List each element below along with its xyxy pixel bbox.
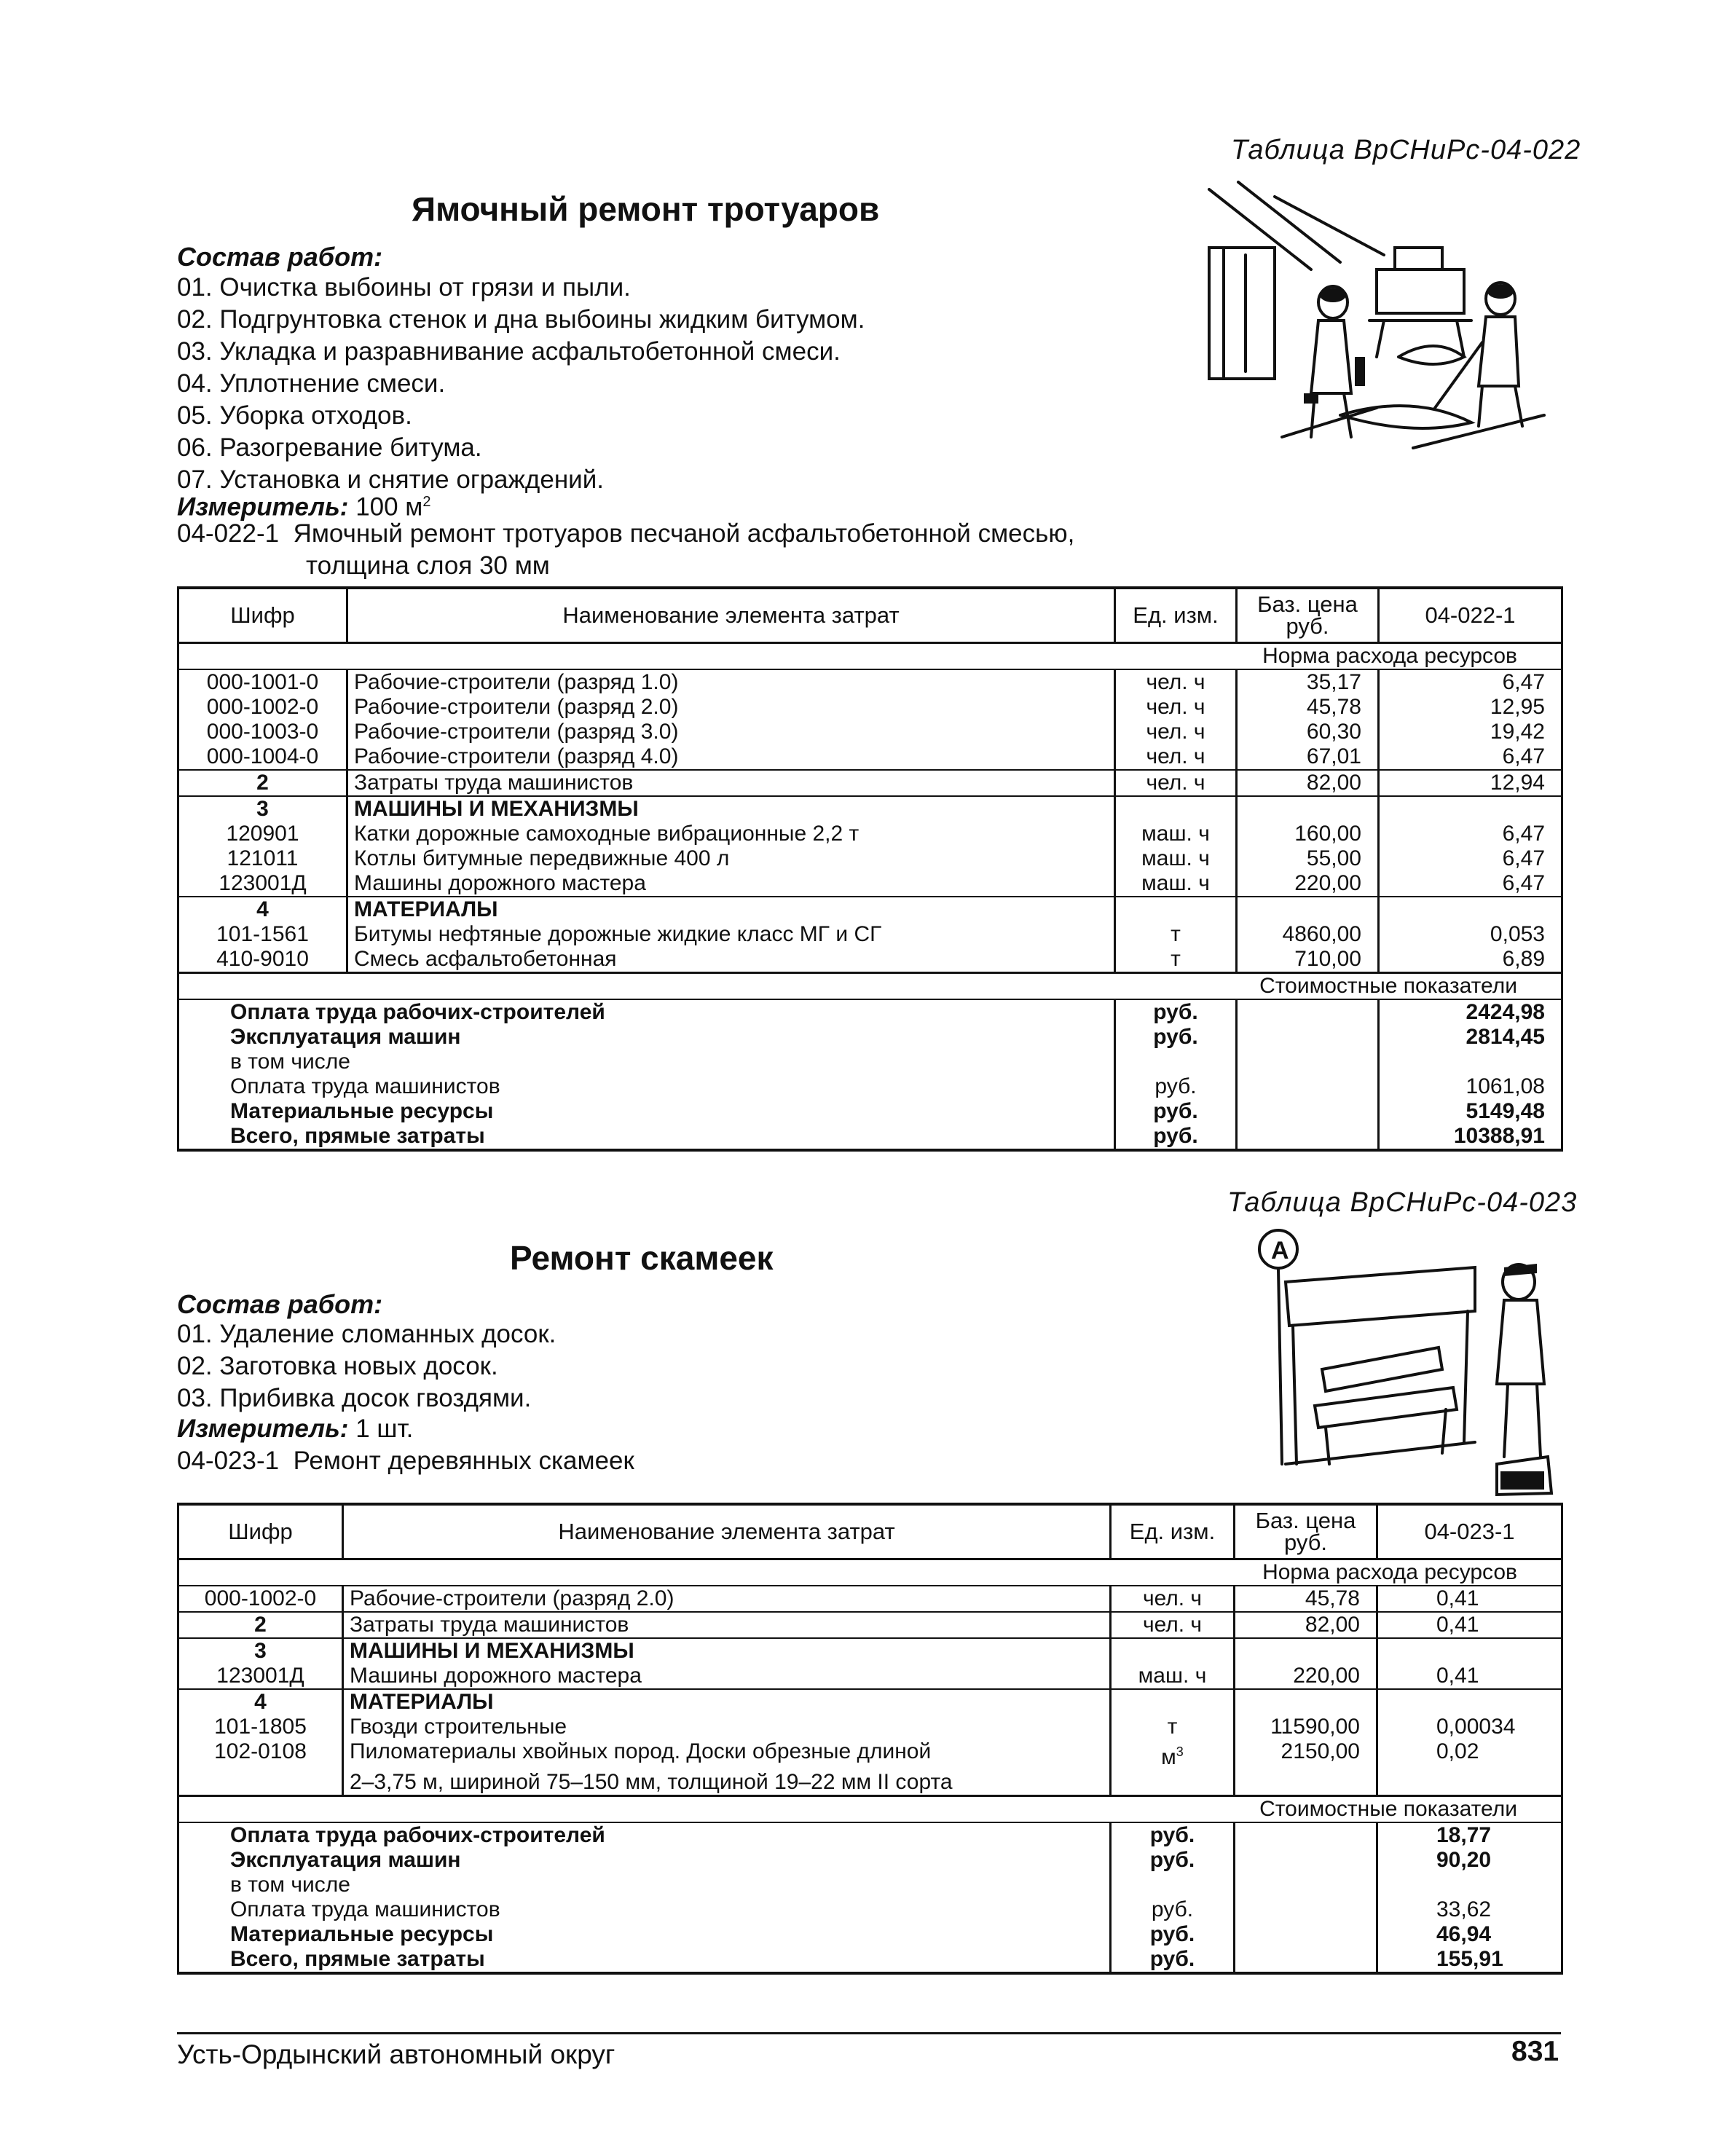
work-item: 02. Подгрунтовка стенок и дна выбоины жидким битумом. (177, 305, 865, 334)
footer-region: Усть-Ордынский автономный округ (177, 2039, 615, 2069)
cost-label: Стоимостные показатели (178, 973, 1562, 1000)
item-description (177, 1445, 634, 1477)
table-row: 2 Затраты труда машинистов чел. ч 82,00 0,41 (178, 1612, 1562, 1638)
measure-line (177, 1413, 413, 1445)
table-row: 123001Д Машины дорожного мастера маш. ч 220,00 6,47 (178, 871, 1562, 897)
pothole-repair-illustration (1195, 175, 1559, 459)
cost-row: Всего, прямые затраты руб. 155,91 (178, 1947, 1562, 1973)
cost-row: Всего, прямые затраты руб. 10388,91 (178, 1124, 1562, 1150)
cost-row: Оплата труда рабочих-строителей руб. 2424,98 (178, 999, 1562, 1025)
col-header-unit: Ед. изм. (1111, 1504, 1235, 1559)
table-row: 000-1004-0 Рабочие-строители (разряд 4.0) чел. ч 67,01 6,47 (178, 744, 1562, 770)
col-header-price: Баз. цена руб. (1235, 1504, 1377, 1559)
table-row: 2 Затраты труда машинистов чел. ч 82,00 12,94 (178, 770, 1562, 796)
col-header-name: Наименование элемента затрат (347, 588, 1115, 643)
work-composition-heading: Состав работ: (177, 1289, 383, 1319)
col-header-code: Шифр (178, 588, 347, 643)
item-description-cont: толщина слоя 30 мм (306, 551, 550, 580)
col-header-unit: Ед. изм. (1115, 588, 1237, 643)
table-row: 2–3,75 м, шириной 75–150 мм, толщиной 19–22 мм II сорта (178, 1770, 1562, 1796)
table-row: 000-1001-0 Рабочие-строители (разряд 1.0) чел. ч 35,17 6,47 (178, 669, 1562, 695)
table-row: 123001Д Машины дорожного мастера маш. ч 220,00 0,41 (178, 1664, 1562, 1689)
work-list (177, 1318, 556, 1415)
section-title: Ямочный ремонт тротуаров (412, 190, 880, 228)
table-row: 3 МАШИНЫ И МЕХАНИЗМЫ (178, 796, 1562, 822)
table-header (178, 588, 1562, 643)
work-item: 07. Установка и снятие ограждений. (177, 465, 604, 494)
col-header-name: Наименование элемента затрат (343, 1504, 1111, 1559)
table-row: 120901 Катки дорожные самоходные вибрационные 2,2 т маш. ч 160,00 6,47 (178, 822, 1562, 846)
col-header-price: Баз. цена руб. (1237, 588, 1379, 643)
cost-row: Эксплуатация машин руб. 2814,45 (178, 1025, 1562, 1050)
work-item: 06. Разогревание битума. (177, 433, 482, 462)
unit-cell: $м^3$ (1111, 1739, 1235, 1770)
measure-label: Измеритель: (177, 492, 349, 522)
page-number: 831 (1511, 2036, 1559, 2067)
col-header-item: 04-022-1 (1379, 588, 1562, 643)
item-code: 04-022-1 (177, 519, 280, 548)
table-row: 102-0108 Пиломатериалы хвойных пород. Доски обрезные длиной $м^3$ 2150,00 0,02 (178, 1739, 1562, 1770)
table-row: 121011 Котлы битумные передвижные 400 л маш. ч 55,00 6,47 (178, 846, 1562, 871)
work-item: 01. Очистка выбоины от грязи и пыли. (177, 273, 631, 302)
work-composition-heading: Состав работ: (177, 242, 383, 272)
work-item: 04. Уплотнение смеси. (177, 369, 446, 398)
table-row: 4 МАТЕРИАЛЫ (178, 897, 1562, 922)
section-title: Ремонт скамеек (510, 1239, 774, 1277)
section-row-norm (178, 643, 1562, 670)
item-code: 04-023-1 (177, 1447, 280, 1475)
table-reference: Таблица ВрСНиРс-04-023 (1227, 1187, 1578, 1218)
measure-value: 100 м (355, 492, 423, 522)
work-item: 03. Укладка и разравнивание асфальтобетонной смеси. (177, 337, 841, 366)
bench-repair-illustration (1256, 1224, 1562, 1500)
table-row: 410-9010 Смесь асфальтобетонная т 710,00 6,89 (178, 947, 1562, 973)
badge-letter: A (1271, 1237, 1289, 1264)
section-row-norm (178, 1559, 1562, 1586)
item-name: Ямочный ремонт тротуаров песчаной асфальтобетонной смесью, (293, 519, 1075, 548)
table-row: 101-1805 Гвозди строительные т 11590,00 0,00034 (178, 1715, 1562, 1739)
cost-label: Стоимостные показатели (178, 1796, 1562, 1823)
norm-label: Норма расхода ресурсов (178, 643, 1562, 670)
item-description (177, 518, 1074, 550)
resource-table-04-022 (177, 586, 1563, 1152)
section-row-cost (178, 1796, 1562, 1823)
measure-sup: 2 (422, 494, 431, 510)
cost-row: Оплата труда рабочих-строителей руб. 18,77 (178, 1822, 1562, 1848)
norm-label: Норма расхода ресурсов (178, 1559, 1562, 1586)
table-reference: Таблица ВрСНиРс-04-022 (1231, 135, 1581, 165)
cost-row: в том числе (178, 1050, 1562, 1074)
measure-value: 1 шт. (355, 1415, 414, 1443)
col-header-code: Шифр (178, 1504, 343, 1559)
item-name: Ремонт деревянных скамеек (293, 1447, 634, 1475)
resource-table-04-023 (177, 1503, 1563, 1975)
table-row: 4 МАТЕРИАЛЫ (178, 1689, 1562, 1715)
col-header-item: 04-023-1 (1377, 1504, 1562, 1559)
table-row: 000-1002-0 Рабочие-строители (разряд 2.0) чел. ч 45,78 0,41 (178, 1586, 1562, 1612)
work-item: 05. Уборка отходов. (177, 401, 412, 430)
table-row: 3 МАШИНЫ И МЕХАНИЗМЫ (178, 1638, 1562, 1664)
footer-rule (177, 2032, 1561, 2034)
cost-row: в том числе (178, 1873, 1562, 1897)
table-header (178, 1504, 1562, 1559)
table-row: 000-1003-0 Рабочие-строители (разряд 3.0) чел. ч 60,30 19,42 (178, 720, 1562, 744)
section-row-cost (178, 973, 1562, 1000)
work-item: 03. Прибивка досок гвоздями. (177, 1384, 532, 1412)
cost-row: Материальные ресурсы руб. 46,94 (178, 1922, 1562, 1947)
measure-label: Измеритель: (177, 1415, 349, 1443)
cost-row: Оплата труда машинистов руб. 33,62 (178, 1897, 1562, 1922)
work-item: 02. Заготовка новых досок. (177, 1352, 498, 1380)
cost-row: Материальные ресурсы руб. 5149,48 (178, 1099, 1562, 1124)
table-row: 000-1002-0 Рабочие-строители (разряд 2.0) чел. ч 45,78 12,95 (178, 695, 1562, 720)
cost-row: Оплата труда машинистов руб. 1061,08 (178, 1074, 1562, 1099)
work-item: 01. Удаление сломанных досок. (177, 1320, 556, 1348)
work-list (177, 272, 865, 496)
cost-row: Эксплуатация машин руб. 90,20 (178, 1848, 1562, 1873)
table-row: 101-1561 Битумы нефтяные дорожные жидкие класс МГ и СГ т 4860,00 0,053 (178, 922, 1562, 947)
